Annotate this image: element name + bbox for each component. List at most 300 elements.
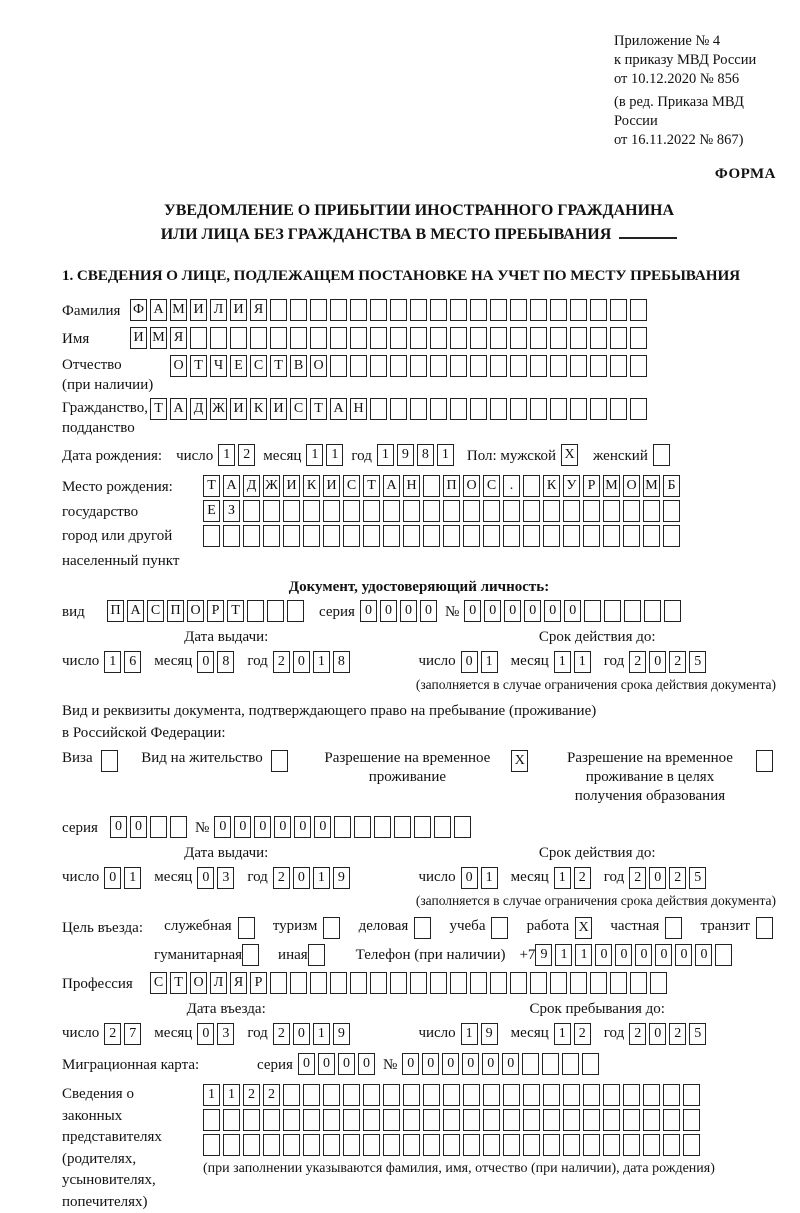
char-cell <box>410 972 427 994</box>
char-cell <box>470 972 487 994</box>
char-cell <box>430 299 447 321</box>
representatives-rows <box>203 1084 715 1177</box>
char-cell <box>570 398 587 420</box>
char-cell: Р <box>207 600 224 622</box>
edu-permit-label: Разрешение на временное проживание в целях получения образования <box>566 750 733 804</box>
char-cell <box>570 972 587 994</box>
purpose-label: Цель въезда: <box>62 919 143 936</box>
char-cell: О <box>310 355 327 377</box>
char-cell: С <box>483 475 500 497</box>
profession-row <box>62 972 776 997</box>
entry-dates <box>62 1001 776 1046</box>
char-cell: 1 <box>306 444 323 466</box>
char-cell: Т <box>190 355 207 377</box>
char-cell: К <box>303 475 320 497</box>
char-cell: И <box>283 475 300 497</box>
char-cell <box>350 299 367 321</box>
day-label: число <box>418 869 456 885</box>
expiry-date-heading: Срок действия до: <box>538 629 656 645</box>
patronymic-row <box>62 355 776 395</box>
migration-card-label: Миграционная карта: <box>62 1057 200 1073</box>
char-cell: 0 <box>318 1053 335 1075</box>
year-label: год <box>247 869 268 885</box>
char-cell: 2 <box>574 867 591 889</box>
char-cell: П <box>443 475 460 497</box>
stay-month-cells <box>554 1023 594 1045</box>
char-cell: 8 <box>333 651 350 673</box>
char-cell <box>443 1109 460 1131</box>
char-cell <box>423 500 440 522</box>
char-cell <box>563 1109 580 1131</box>
citizenship-row <box>62 398 776 438</box>
expiry-day-cells <box>461 651 501 673</box>
char-cell: 0 <box>380 600 397 622</box>
char-cell <box>390 398 407 420</box>
char-cell: 2 <box>629 1023 646 1045</box>
char-cell: 0 <box>293 1023 310 1045</box>
issue-date-heading: Дата выдачи: <box>184 629 269 645</box>
purpose-row-1 <box>62 917 776 939</box>
char-cell: 2 <box>669 867 686 889</box>
char-cell <box>470 299 487 321</box>
char-cell: 0 <box>484 600 501 622</box>
char-cell <box>584 600 601 622</box>
char-cell: О <box>623 475 640 497</box>
char-cell: 7 <box>124 1023 141 1045</box>
month-label: месяц <box>154 653 193 669</box>
expiry-date-heading: Срок действия до: <box>538 845 656 861</box>
form-label: ФОРМА <box>714 166 776 182</box>
char-cell <box>530 972 547 994</box>
char-cell <box>543 1134 560 1156</box>
char-cell <box>290 327 307 349</box>
char-cell <box>483 525 500 547</box>
char-cell <box>683 1109 700 1131</box>
char-cell: 0 <box>544 600 561 622</box>
char-cell <box>323 1109 340 1131</box>
char-cell: 0 <box>422 1053 439 1075</box>
char-cell <box>643 1134 660 1156</box>
char-cell: З <box>223 500 240 522</box>
entry-date-heading: Дата въезда: <box>186 1001 266 1017</box>
char-cell <box>271 750 288 772</box>
char-cell <box>550 398 567 420</box>
char-cell <box>463 500 480 522</box>
surname-row <box>62 299 776 324</box>
residence-doc-options <box>62 749 776 806</box>
sex-male-checkbox <box>561 444 581 466</box>
year-label: год <box>603 1025 625 1041</box>
visa-label: Виза <box>62 750 93 766</box>
annex-line: к приказу МВД России <box>614 52 757 68</box>
doc-series-label: серия <box>319 604 355 620</box>
char-cell <box>403 525 420 547</box>
char-cell: 1 <box>437 444 454 466</box>
char-cell <box>242 944 259 966</box>
issue-month-cells <box>197 867 237 889</box>
char-cell <box>403 500 420 522</box>
temp-permit-label: Разрешение на временное проживание <box>324 750 491 785</box>
annex-line: Приложение № 4 <box>614 33 721 49</box>
expiry-note: (заполняется в случае ограничения срока действия документа) <box>415 677 776 692</box>
char-cell <box>623 500 640 522</box>
char-cell: 8 <box>217 651 234 673</box>
purpose-private-checkbox <box>665 917 685 939</box>
representatives-block <box>62 1084 776 1213</box>
purpose-study-label: учеба <box>449 918 486 934</box>
issue-day-cells <box>104 651 144 673</box>
char-cell: 1 <box>223 1084 240 1106</box>
char-cell <box>267 600 284 622</box>
char-cell <box>343 1084 360 1106</box>
char-cell: 1 <box>554 867 571 889</box>
citizenship-cells <box>150 398 650 420</box>
char-cell <box>390 972 407 994</box>
char-cell: 9 <box>481 1023 498 1045</box>
char-cell <box>570 327 587 349</box>
purpose-transit-label: транзит <box>700 918 750 934</box>
day-label: число <box>418 1025 456 1041</box>
char-cell <box>243 1109 260 1131</box>
char-cell <box>530 299 547 321</box>
char-cell <box>310 972 327 994</box>
visa-option <box>62 749 121 772</box>
char-cell <box>443 525 460 547</box>
purpose-official-label: служебная <box>164 918 232 934</box>
char-cell <box>283 1134 300 1156</box>
char-cell <box>523 1109 540 1131</box>
day-label: число <box>62 653 100 669</box>
annex-note <box>614 32 776 150</box>
char-cell <box>610 398 627 420</box>
char-cell: 6 <box>124 651 141 673</box>
day-label: число <box>176 448 214 464</box>
char-cell <box>610 299 627 321</box>
char-cell <box>470 327 487 349</box>
char-cell: Т <box>363 475 380 497</box>
issue-month-cells <box>197 651 237 673</box>
char-cell <box>323 525 340 547</box>
char-cell: Р <box>250 972 267 994</box>
residence-permit-label: Вид на жительство <box>141 750 263 766</box>
migration-series-cells <box>298 1053 378 1075</box>
char-cell: Я <box>170 327 187 349</box>
char-cell <box>354 816 371 838</box>
char-cell <box>583 1109 600 1131</box>
char-cell <box>290 972 307 994</box>
representatives-cells-1 <box>203 1084 715 1106</box>
char-cell <box>243 1134 260 1156</box>
char-cell: 0 <box>400 600 417 622</box>
char-cell: Ф <box>130 299 147 321</box>
char-cell <box>423 1134 440 1156</box>
char-cell <box>343 1109 360 1131</box>
annex-line: от 10.12.2020 № 856 <box>614 71 740 87</box>
char-cell <box>330 355 347 377</box>
char-cell <box>630 299 647 321</box>
char-cell: А <box>150 299 167 321</box>
stay-until-heading: Срок пребывания до: <box>529 1001 665 1017</box>
purpose-work-label: работа <box>526 918 570 934</box>
expiry-day-cells <box>461 867 501 889</box>
first-name-row <box>62 327 776 352</box>
char-cell: 0 <box>293 867 310 889</box>
purpose-private-label: частная <box>610 918 660 934</box>
char-cell <box>610 327 627 349</box>
doc-type-label: вид <box>62 604 85 620</box>
char-cell <box>350 327 367 349</box>
char-cell <box>715 944 732 966</box>
char-cell: Т <box>310 398 327 420</box>
char-cell <box>630 355 647 377</box>
char-cell: И <box>323 475 340 497</box>
char-cell: Я <box>250 299 267 321</box>
char-cell: И <box>270 398 287 420</box>
char-cell: 1 <box>313 651 330 673</box>
char-cell <box>390 327 407 349</box>
char-cell: 2 <box>574 1023 591 1045</box>
char-cell: М <box>170 299 187 321</box>
year-label: год <box>247 1025 268 1041</box>
char-cell <box>503 525 520 547</box>
purpose-tourism-checkbox <box>323 917 343 939</box>
char-cell: 0 <box>461 867 478 889</box>
char-cell: 1 <box>377 444 394 466</box>
char-cell: 0 <box>214 816 231 838</box>
char-cell <box>230 327 247 349</box>
char-cell <box>523 525 540 547</box>
char-cell: 0 <box>649 651 666 673</box>
char-cell <box>490 972 507 994</box>
char-cell <box>303 500 320 522</box>
purpose-row-2 <box>62 944 776 966</box>
char-cell: 0 <box>402 1053 419 1075</box>
char-cell: 0 <box>293 651 310 673</box>
doc-number-label: № <box>444 604 460 620</box>
char-cell <box>650 972 667 994</box>
residence-permit-option <box>141 749 290 772</box>
char-cell <box>363 1084 380 1106</box>
char-cell <box>550 299 567 321</box>
char-cell <box>570 355 587 377</box>
expiry-year-cells <box>629 651 709 673</box>
char-cell <box>643 1109 660 1131</box>
char-cell: У <box>563 475 580 497</box>
char-cell <box>510 398 527 420</box>
char-cell <box>403 1134 420 1156</box>
char-cell: А <box>330 398 347 420</box>
char-cell <box>430 398 447 420</box>
char-cell <box>414 816 431 838</box>
char-cell: 0 <box>254 816 271 838</box>
char-cell <box>223 1109 240 1131</box>
expiry-year-cells <box>629 867 709 889</box>
char-cell: 0 <box>314 816 331 838</box>
char-cell <box>510 972 527 994</box>
char-cell <box>101 750 118 772</box>
purpose-business-checkbox <box>414 917 434 939</box>
edu-permit-option <box>552 749 776 806</box>
birth-place-block <box>62 475 776 573</box>
char-cell <box>330 299 347 321</box>
char-cell <box>210 327 227 349</box>
char-cell: Н <box>350 398 367 420</box>
char-cell <box>463 1134 480 1156</box>
char-cell <box>550 355 567 377</box>
day-label: число <box>62 869 100 885</box>
char-cell: О <box>190 972 207 994</box>
char-cell <box>490 327 507 349</box>
char-cell <box>263 500 280 522</box>
sex-male-label: Пол: мужской <box>466 448 557 464</box>
char-cell <box>503 1084 520 1106</box>
stay-day-cells <box>461 1023 501 1045</box>
char-cell <box>590 355 607 377</box>
char-cell <box>370 327 387 349</box>
char-cell: О <box>187 600 204 622</box>
char-cell <box>410 327 427 349</box>
char-cell <box>350 355 367 377</box>
phone-cells <box>535 944 735 966</box>
month-label: месяц <box>510 653 549 669</box>
char-cell: 1 <box>575 944 592 966</box>
char-cell <box>303 1134 320 1156</box>
char-cell: Ж <box>210 398 227 420</box>
char-cell <box>503 500 520 522</box>
char-cell: 0 <box>564 600 581 622</box>
char-cell <box>454 816 471 838</box>
migration-card-row <box>62 1053 776 1078</box>
char-cell <box>623 525 640 547</box>
purpose-business-label: деловая <box>358 918 409 934</box>
char-cell: П <box>107 600 124 622</box>
char-cell <box>250 327 267 349</box>
phone-prefix: +7 <box>519 946 536 963</box>
char-cell: 0 <box>461 651 478 673</box>
identity-doc-dates <box>62 629 776 674</box>
profession-label: Профессия <box>62 976 133 992</box>
char-cell: 0 <box>274 816 291 838</box>
birth-place-cells-3 <box>203 525 683 547</box>
char-cell <box>238 917 255 939</box>
birth-month-cells <box>306 444 346 466</box>
char-cell <box>583 1134 600 1156</box>
purpose-tourism-label: туризм <box>272 918 318 934</box>
char-cell: И <box>230 299 247 321</box>
char-cell <box>665 917 682 939</box>
doc-series-cells <box>360 600 440 622</box>
char-cell <box>390 299 407 321</box>
char-cell: 0 <box>358 1053 375 1075</box>
char-cell <box>664 600 681 622</box>
char-cell: X <box>575 917 592 939</box>
month-label: месяц <box>263 448 302 464</box>
char-cell <box>310 299 327 321</box>
char-cell <box>410 355 427 377</box>
char-cell: 0 <box>524 600 541 622</box>
char-cell: 0 <box>298 1053 315 1075</box>
char-cell: 0 <box>695 944 712 966</box>
char-cell <box>523 1134 540 1156</box>
char-cell: И <box>230 398 247 420</box>
char-cell <box>283 500 300 522</box>
char-cell: 9 <box>535 944 552 966</box>
char-cell <box>510 299 527 321</box>
char-cell: С <box>147 600 164 622</box>
char-cell: X <box>561 444 578 466</box>
char-cell <box>450 355 467 377</box>
issue-year-cells <box>273 651 353 673</box>
char-cell: 1 <box>326 444 343 466</box>
char-cell: 0 <box>130 816 147 838</box>
char-cell <box>403 1084 420 1106</box>
birth-date-label: Дата рождения: <box>62 448 163 464</box>
char-cell <box>330 972 347 994</box>
char-cell: 0 <box>595 944 612 966</box>
char-cell <box>423 1109 440 1131</box>
char-cell: 0 <box>338 1053 355 1075</box>
surname-cells <box>130 299 650 321</box>
char-cell: 9 <box>333 1023 350 1045</box>
title-line-2: ИЛИ ЛИЦА БЕЗ ГРАЖДАНСТВА В МЕСТО ПРЕБЫВАНИЯ <box>62 223 776 247</box>
char-cell <box>630 972 647 994</box>
char-cell: 1 <box>218 444 235 466</box>
char-cell: В <box>290 355 307 377</box>
char-cell <box>490 299 507 321</box>
char-cell <box>410 299 427 321</box>
char-cell: А <box>170 398 187 420</box>
migration-series-label: серия <box>257 1057 293 1073</box>
char-cell <box>370 972 387 994</box>
char-cell <box>543 500 560 522</box>
char-cell <box>624 600 641 622</box>
char-cell: 2 <box>669 651 686 673</box>
birth-place-cells-1 <box>203 475 683 497</box>
char-cell <box>530 327 547 349</box>
birth-year-cells <box>377 444 457 466</box>
citizenship-label: Гражданство, подданство <box>62 400 149 436</box>
char-cell: С <box>150 972 167 994</box>
char-cell: 0 <box>649 1023 666 1045</box>
char-cell: 5 <box>689 1023 706 1045</box>
char-cell <box>522 1053 539 1075</box>
char-cell <box>383 525 400 547</box>
char-cell: 1 <box>481 651 498 673</box>
char-cell <box>350 972 367 994</box>
char-cell: М <box>150 327 167 349</box>
residence-number-cells <box>214 816 474 838</box>
char-cell <box>543 525 560 547</box>
char-cell <box>483 500 500 522</box>
char-cell <box>604 600 621 622</box>
expiry-month-cells <box>554 651 594 673</box>
char-cell: Ч <box>210 355 227 377</box>
char-cell <box>590 398 607 420</box>
issue-day-cells <box>104 867 144 889</box>
char-cell: 2 <box>273 651 290 673</box>
char-cell <box>470 355 487 377</box>
char-cell: Т <box>170 972 187 994</box>
char-cell <box>150 816 167 838</box>
char-cell <box>263 1109 280 1131</box>
char-cell: 1 <box>313 867 330 889</box>
char-cell: 2 <box>629 651 646 673</box>
char-cell: 0 <box>462 1053 479 1075</box>
char-cell: 8 <box>417 444 434 466</box>
char-cell <box>610 355 627 377</box>
char-cell: К <box>250 398 267 420</box>
char-cell <box>308 944 325 966</box>
